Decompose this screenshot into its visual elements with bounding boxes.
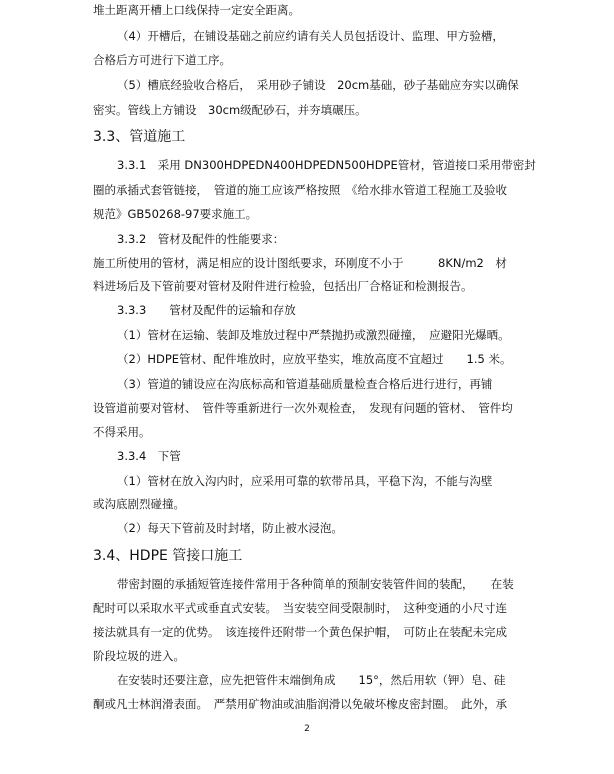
page-number: 2: [304, 724, 310, 734]
text-line: 圈的承插式套管链接， 管道的施工应该严格按照 《给水排水管道工程施工及验收: [93, 183, 507, 197]
text-line: 在安装时还要注意，应先把管件末端倒角成 15°，然后用软（钾）皂、硅: [117, 673, 506, 687]
text-line: 酮或凡士林润滑表面。 严禁用矿物油或油脂润滑以免破坏橡皮密封圈。 此外，承: [93, 697, 507, 711]
text-line: 3.3.3 管材及配件的运输和存放: [117, 303, 296, 317]
text-line: （3）管道的铺设应在沟底标高和管道基础质量检查合格后进行进行，再铺: [117, 377, 493, 391]
text-line: 堆土距离开槽上口线保持一定安全距离。: [93, 3, 300, 17]
text-line: （1）管材在运输、装卸及堆放过程中严禁抛扔或激烈碰撞， 应避阳光爆晒。: [117, 328, 510, 342]
text-line: 合格后方可进行下道工序。: [93, 53, 231, 67]
text-line: 带密封圈的承插短管连接件常用于各种简单的预制安装管件间的装配， 在装: [117, 577, 514, 591]
text-line: 接法就具有一定的优势。 该连接件还附带一个黄色保护帽， 可防止在装配未完成: [93, 625, 507, 639]
section-heading: 3.4、HDPE 管接口施工: [93, 548, 243, 564]
text-line: 或沟底剧烈碰撞。: [93, 497, 185, 511]
text-line: 设管道前要对管材、 管件等重新进行一次外观检查， 发现有问题的管材、 管件均: [93, 401, 513, 415]
text-line: 规范》GB50268-97要求施工。: [93, 207, 258, 221]
text-line: 3.3.4 下管: [117, 449, 181, 463]
text-line: （1）管材在放入沟内时，应采用可靠的软带吊具，平稳下沟，不能与沟壁: [117, 474, 493, 488]
text-line: 料进场后及下管前要对管材及附件进行检验，包括出厂合格证和检测报告。: [93, 279, 473, 293]
text-line: （2）每天下管前及时封堵，防止被水浸泡。: [117, 521, 343, 535]
text-line: 3.3.2 管材及配件的性能要求：: [117, 232, 285, 246]
text-line: 密实。管线上方铺设 30cm级配砂石，并夯填碾压。: [93, 103, 367, 117]
text-line: 阶段垃圾的进入。: [93, 649, 185, 663]
text-line: （4）开槽后，在铺设基础之前应约请有关人员包括设计、监理、甲方验槽，: [117, 29, 504, 43]
text-line: 施工所使用的管材，满足相应的设计图纸要求，环刚度不小于 8KN/m2 材: [93, 256, 507, 270]
text-line: 配时可以采取水平式或垂直式安装。 当安装空间受限制时， 这种变通的小尺寸连: [93, 601, 507, 615]
text-line: （2）HDPE管材、配件堆放时，应放平垫实，堆放高度不宜超过 1.5 米。: [117, 352, 512, 366]
text-line: 3.3.1 采用 DN300HDPEDN400HDPEDN500HDPE管材，管道接口采用带密封: [117, 158, 536, 172]
text-line: （5）槽底经验收合格后， 采用砂子铺设 20cm基础，砂子基础应夯实以确保: [117, 78, 519, 92]
text-line: 不得采用。: [93, 425, 151, 439]
section-heading: 3.3、管道施工: [93, 129, 186, 145]
